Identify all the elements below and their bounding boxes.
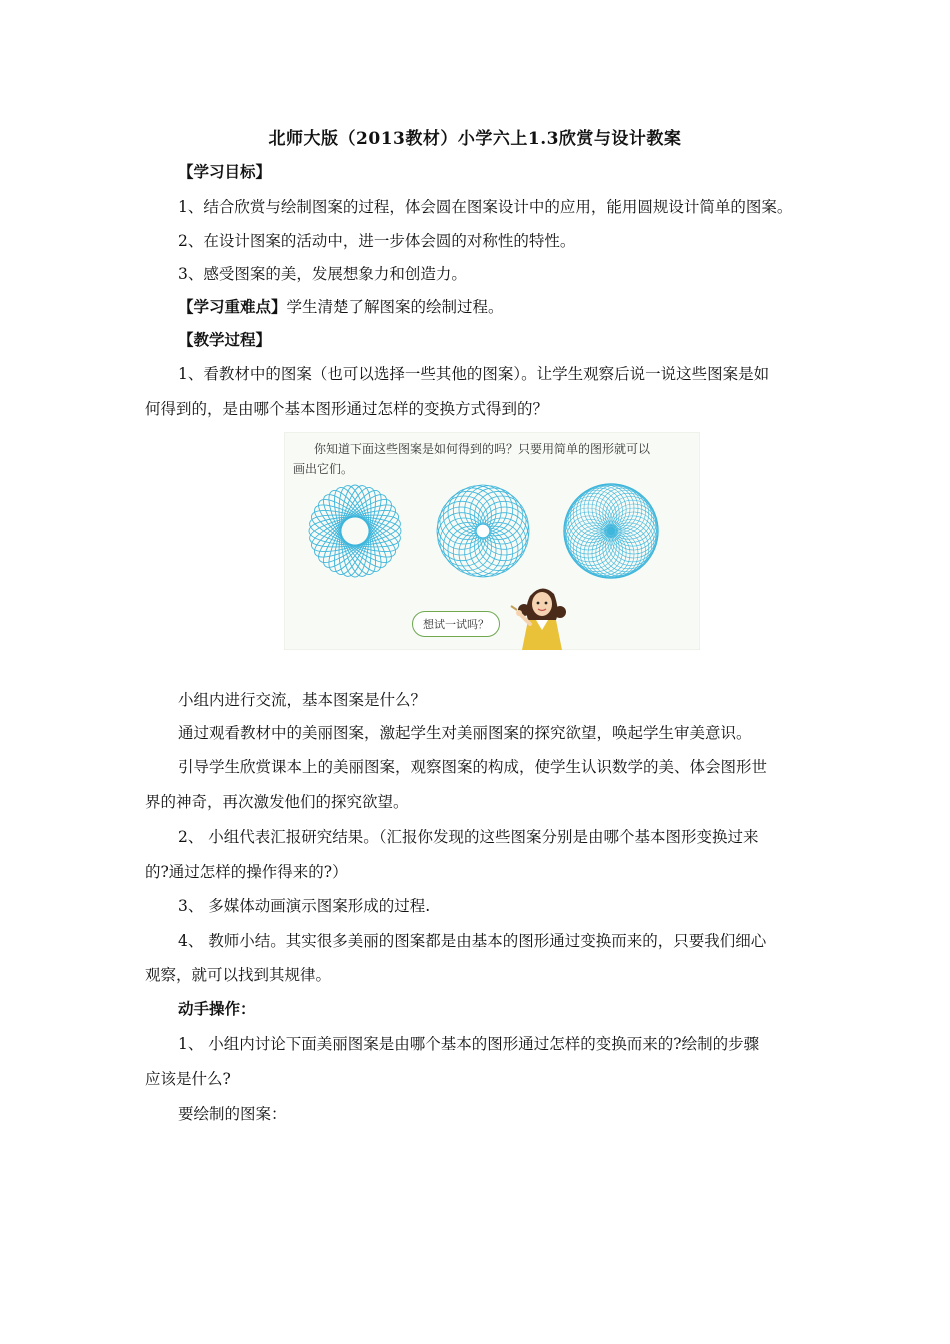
figure-caption-line-1: 你知道下面这些图案是如何得到的吗？只要用简单的图形就可以: [314, 442, 651, 456]
paragraph-4-line-2: 界的神奇，再次激发他们的探究欲望。: [145, 793, 409, 811]
document-title: 北师大版（2013教材）小学六上1.3欣赏与设计教案: [268, 129, 682, 149]
paragraph-7-line-2: 观察，就可以找到其规律。: [145, 966, 332, 984]
paragraph-4-line-1: 引导学生欣赏课本上的美丽图案，观察图案的构成，使学生认识数学的美、体会图形世: [178, 758, 768, 776]
paragraph-9: 要绘制的图案：: [178, 1105, 287, 1123]
paragraph-8-line-1: 1、 小组内讨论下面美丽图案是由哪个基本的图形通过怎样的变换而来的?绘制的步骤: [178, 1035, 760, 1053]
key-points: [178, 295, 504, 319]
speech-bubble: 想试一试吗？: [412, 611, 500, 637]
section-heading-hands-on: 动手操作：: [178, 999, 256, 1018]
figure-caption-line-2: 画出它们。: [293, 462, 354, 476]
paragraph-7-line-1: 4、 教师小结。其实很多美丽的图案都是由基本的图形通过变换而来的，只要我们细心: [178, 932, 767, 950]
circle-ring-rosette-icon: [428, 476, 538, 586]
paragraph-2: 小组内进行交流，基本图案是什么？: [178, 691, 427, 709]
paragraph-5-line-1: 2、 小组代表汇报研究结果。（汇报你发现的这些图案分别是由哪个基本图形变换过来: [178, 828, 759, 846]
ellipse-rosette-icon: [300, 476, 410, 586]
goal-2: 2、在设计图案的活动中，进一步体会圆的对称性的特性。: [178, 232, 576, 250]
paragraph-1-line-2: 何得到的，是由哪个基本图形通过怎样的变换方式得到的？: [145, 400, 549, 418]
section-heading-goals: 【学习目标】: [178, 162, 272, 181]
goal-3: 3、感受图案的美，发展想象力和创造力。: [178, 265, 467, 283]
paragraph-1-line-1: 1、看教材中的图案（也可以选择一些其他的图案）。让学生观察后说一说这些图案是如: [178, 365, 770, 383]
paragraph-3: 通过观看教材中的美丽图案，激起学生对美丽图案的探究欲望，唤起学生审美意识。: [178, 724, 752, 742]
paragraph-6: 3、 多媒体动画演示图案形成的过程.: [178, 897, 431, 915]
paragraph-5-line-2: 的?通过怎样的操作得来的?）: [145, 863, 348, 881]
key-points-label: 【学习重难点】: [178, 297, 287, 316]
goal-1: 1、结合欣赏与绘制图案的过程，体会圆在图案设计中的应用，能用圆规设计简单的图案。: [178, 198, 793, 216]
key-points-text: 学生清楚了解图案的绘制过程。: [286, 298, 504, 316]
girl-character-icon: [508, 580, 578, 650]
dense-circle-rosette-icon: [556, 476, 666, 586]
paragraph-8-line-2: 应该是什么?: [145, 1070, 231, 1088]
section-heading-process: 【教学过程】: [178, 330, 272, 349]
